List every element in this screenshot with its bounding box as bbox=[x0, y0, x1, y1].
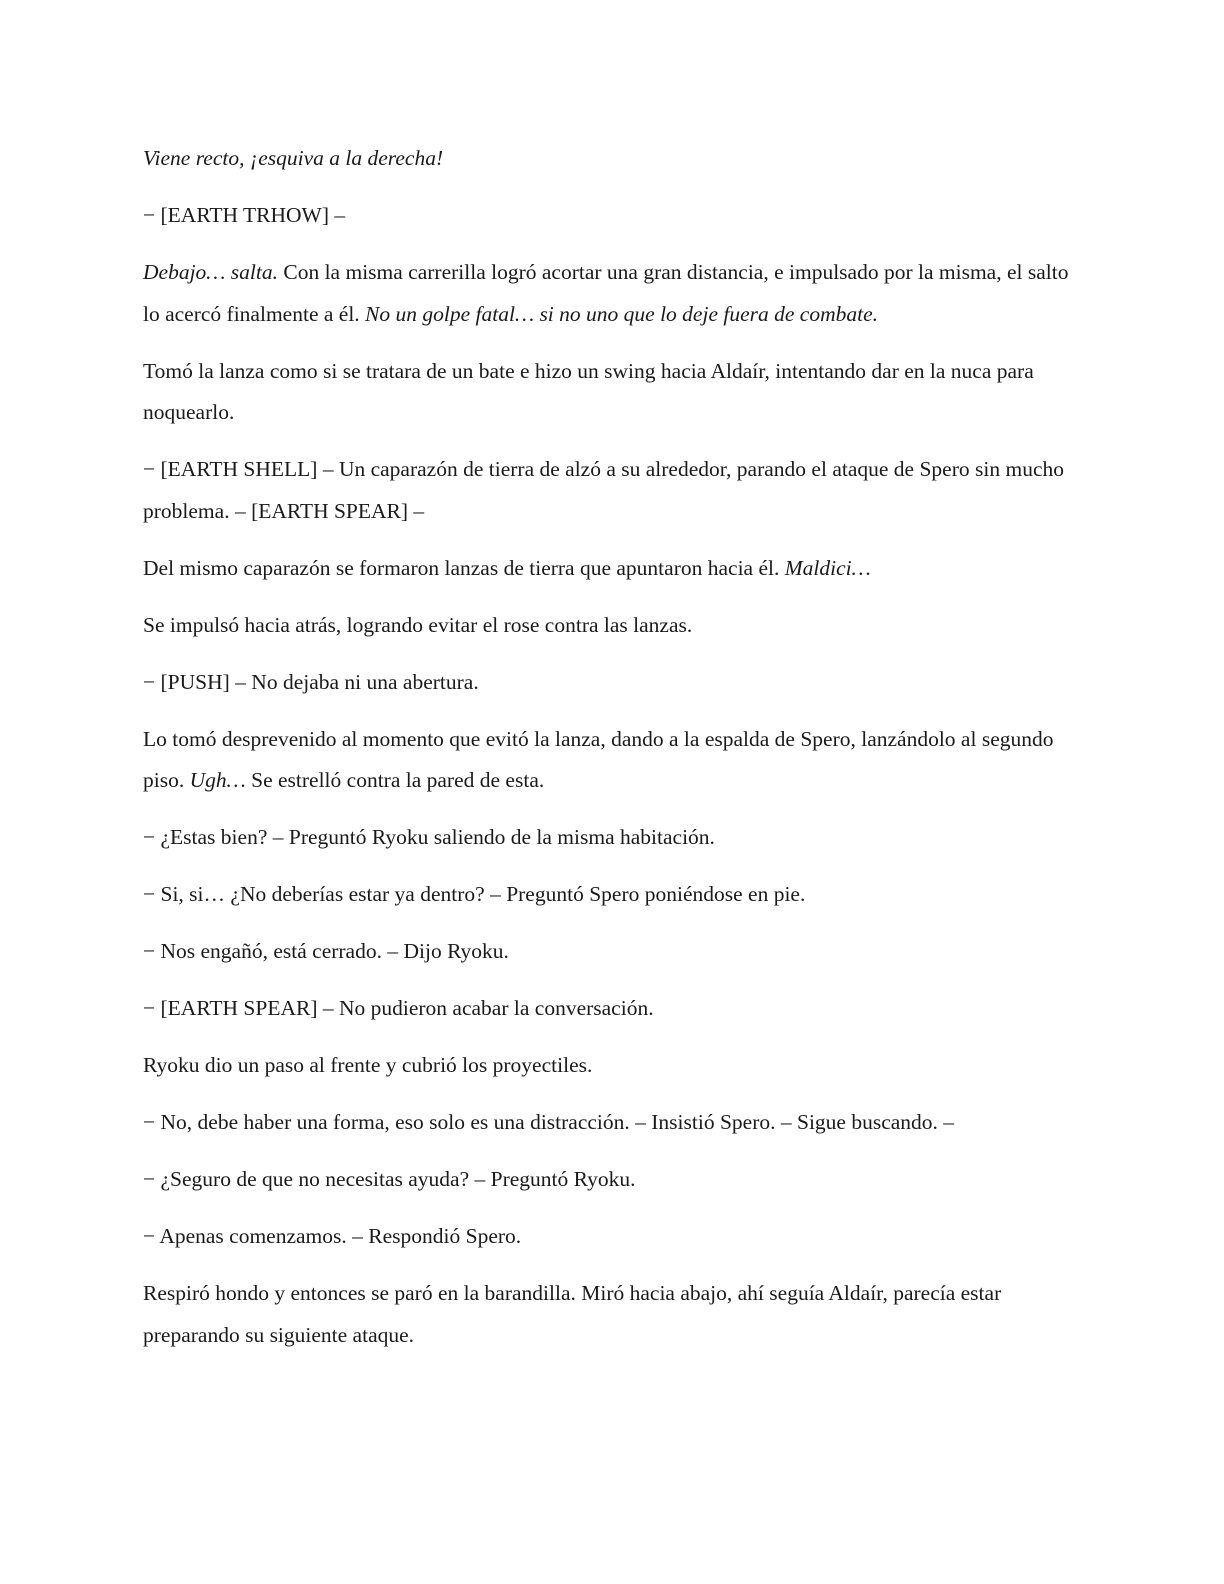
italic-text-run: Viene recto, ¡esquiva a la derecha! bbox=[143, 146, 444, 170]
paragraph bbox=[143, 449, 1083, 532]
text-run: − [PUSH] – No dejaba ni una abertura. bbox=[143, 669, 479, 694]
text-run: Tomó la lanza como si se tratara de un bate e hizo un swing hacia Aldaír, intentando dar en la nuca para noquearlo. bbox=[143, 358, 1034, 424]
paragraph bbox=[143, 548, 1083, 590]
paragraph bbox=[143, 817, 1083, 859]
paragraph bbox=[143, 662, 1083, 704]
text-run: Respiró hondo y entonces se paró en la barandilla. Miró hacia abajo, ahí seguía Aldaír, parecía estar preparando su siguiente ataque. bbox=[143, 1281, 1002, 1347]
text-run: Con la misma carrerilla logró acortar una gran distancia, e impulsado por la misma, el salto lo acercó finalmente a él. bbox=[143, 260, 1069, 326]
paragraph bbox=[143, 719, 1083, 802]
text-run: Se impulsó hacia atrás, logrando evitar el rose contra las lanzas. bbox=[143, 612, 693, 637]
paragraph bbox=[143, 195, 1083, 237]
italic-text-run: Ugh… bbox=[189, 768, 246, 792]
text-run: − [EARTH SHELL] – Un caparazón de tierra de alzó a su alrededor, parando el ataque de Spero sin mucho problema. – [EARTH SPEAR] – bbox=[143, 457, 1064, 523]
paragraph bbox=[143, 351, 1083, 434]
paragraph bbox=[143, 1102, 1083, 1144]
text-run: Se estrelló contra la pared de esta. bbox=[245, 768, 545, 792]
text-run: − Si, si… ¿No deberías estar ya dentro? – Preguntó Spero poniéndose en pie. bbox=[143, 882, 806, 906]
paragraph bbox=[143, 1045, 1083, 1087]
text-run: − ¿Estas bien? – Preguntó Ryoku saliendo de la misma habitación. bbox=[143, 825, 715, 849]
paragraph bbox=[143, 1216, 1083, 1258]
italic-text-run: Debajo… salta. bbox=[143, 260, 278, 284]
text-run: Lo tomó desprevenido al momento que evitó la lanza, dando a la espalda de Spero, lanzándolo al segundo piso. bbox=[143, 726, 1054, 792]
paragraph bbox=[143, 988, 1083, 1030]
document-body bbox=[143, 138, 1083, 1372]
text-run: Del mismo caparazón se formaron lanzas de tierra que apuntaron hacia él. bbox=[143, 555, 785, 580]
text-run: − Nos engañó, está cerrado. – Dijo Ryoku. bbox=[143, 939, 509, 963]
italic-text-run: Maldici… bbox=[784, 555, 871, 580]
paragraph bbox=[143, 1273, 1083, 1356]
text-run: − No, debe haber una forma, eso solo es una distracción. – Insistió Spero. – Sigue buscando. – bbox=[143, 1110, 955, 1134]
paragraph bbox=[143, 605, 1083, 647]
paragraph bbox=[143, 138, 1083, 180]
text-run: − [EARTH TRHOW] – bbox=[143, 203, 346, 227]
text-run: − Apenas comenzamos. – Respondió Spero. bbox=[143, 1224, 522, 1248]
paragraph bbox=[143, 931, 1083, 973]
text-run: − ¿Seguro de que no necesitas ayuda? – Preguntó Ryoku. bbox=[143, 1167, 636, 1191]
text-run: Ryoku dio un paso al frente y cubrió los proyectiles. bbox=[143, 1053, 593, 1077]
paragraph bbox=[143, 1159, 1083, 1201]
paragraph bbox=[143, 874, 1083, 916]
text-run: − [EARTH SPEAR] – No pudieron acabar la conversación. bbox=[143, 996, 654, 1020]
paragraph bbox=[143, 252, 1083, 335]
italic-text-run: No un golpe fatal… si no uno que lo deje fuera de combate. bbox=[365, 301, 878, 326]
